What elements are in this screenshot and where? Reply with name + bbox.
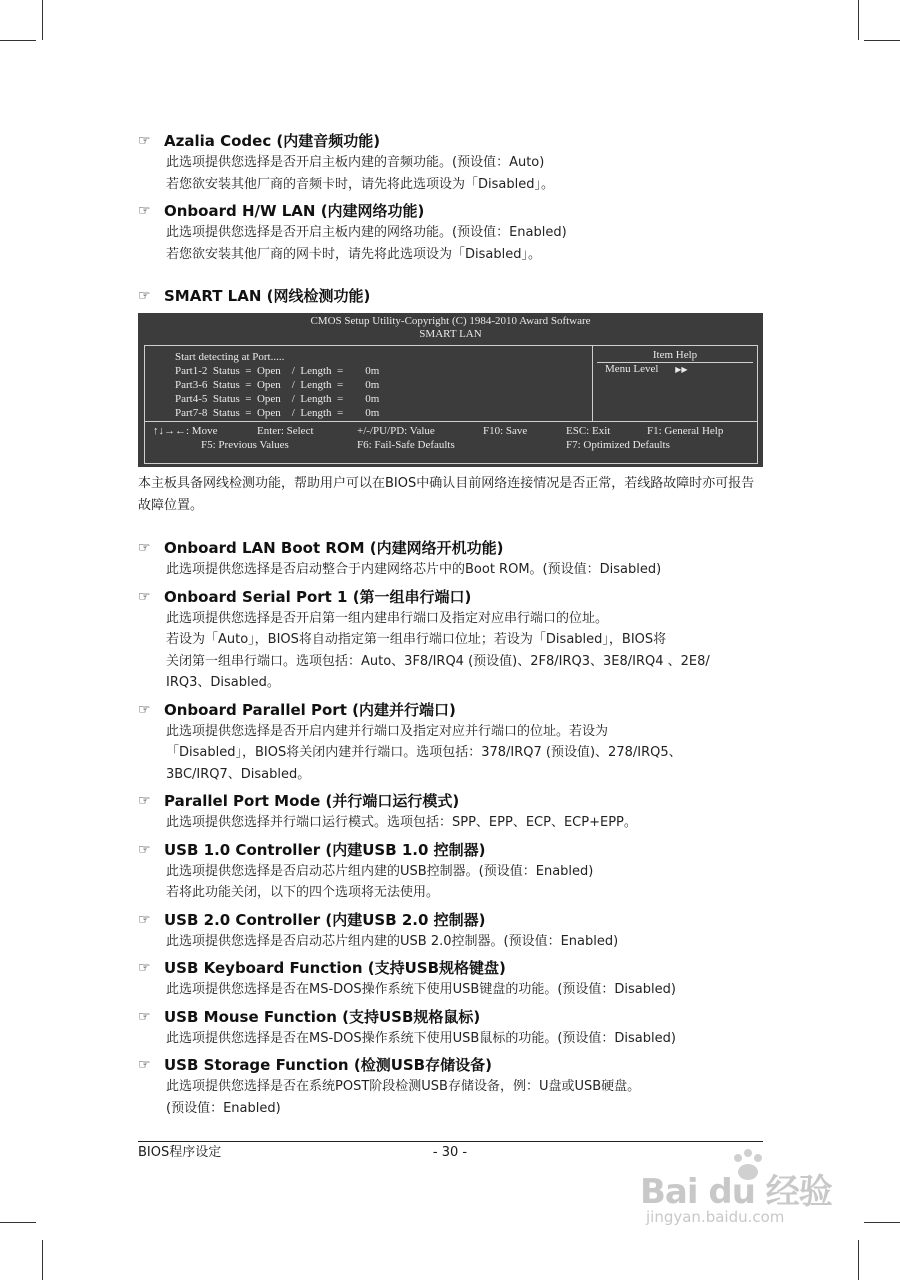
section-description [138, 979, 763, 1001]
description-line: 此选项提供您选择是否开启第一组内建串行端口及指定对应串行端口的位址。 [166, 610, 609, 626]
menu-level [605, 362, 688, 377]
hand-pointer-icon: ☞ [138, 911, 151, 928]
description-line: 3BC/IRQ7、Disabled。 [166, 766, 311, 782]
key-value: +/-/PU/PD: Value [357, 425, 435, 437]
crop-mark [858, 0, 859, 40]
bios-status-line: Start detecting at Port..... [175, 351, 285, 363]
section-heading [138, 1054, 763, 1076]
key-help: F1: General Help [647, 425, 724, 437]
section-heading [138, 839, 763, 861]
bios-copyright: CMOS Setup Utility-Copyright (C) 1984-2010 Award Software [310, 315, 591, 327]
description-line: 此选项提供您选择是否启动芯片组内建的USB 2.0控制器。(预设值：Enabled) [166, 933, 619, 949]
hand-pointer-icon: ☞ [138, 960, 151, 976]
hand-pointer-icon: ☞ [138, 588, 151, 605]
heading-text: USB Keyboard Function (支持USB规格键盘) [164, 959, 506, 977]
key-previous: F5: Previous Values [201, 439, 289, 451]
crop-mark [0, 1222, 36, 1223]
watermark-brand: Bai du 经验 [640, 1172, 832, 1212]
heading-text: USB Storage Function (检测USB存储设备) [164, 1056, 492, 1074]
double-arrow-icon: ▶▶ [675, 365, 688, 374]
crop-mark [0, 40, 36, 41]
heading-text: Onboard LAN Boot ROM (内建网络开机功能) [164, 539, 504, 557]
section-description [138, 152, 763, 195]
description-line: 「Disabled」，BIOS将关闭内建并行端口。选项包括：378/IRQ7 (预设值)、278/IRQ5、 [166, 745, 682, 760]
page-number: - 30 - [432, 1145, 468, 1160]
description-line: 此选项提供您选择是否开启主板内建的音频功能。(预设值：Auto) [166, 155, 545, 170]
heading-text: SMART LAN (网线检测功能) [164, 287, 371, 305]
bios-status-line: Part7-8 Status = Open / Length = 0m [175, 407, 380, 419]
section-heading [138, 699, 763, 721]
heading-text: Onboard Serial Port 1 (第一组串行端口) [164, 587, 472, 606]
description-line: 若设为「Auto」，BIOS将自动指定第一组串行端口位址；若设为「Disabled」，BIOS将 [166, 632, 667, 647]
description-line: 此选项提供您选择并行端口运行模式。选项包括：SPP、EPP、ECP、ECP+EPP。 [166, 815, 637, 830]
bios-title [138, 313, 763, 341]
heading-text: Parallel Port Mode (并行端口运行模式) [164, 792, 460, 810]
crop-mark [42, 1240, 43, 1280]
hand-pointer-icon: ☞ [138, 540, 151, 556]
key-optimized: F7: Optimized Defaults [566, 439, 670, 451]
section-heading [138, 586, 763, 608]
hand-pointer-icon: ☞ [138, 203, 151, 219]
item-help-title: Item Help [597, 348, 753, 363]
section-description [138, 1076, 763, 1119]
description-line: 此选项提供您选择是否启动整合于内建网络芯片中的Boot ROM。(预设值：Disabled) [166, 562, 662, 577]
description-line: 若您欲安装其他厂商的网卡时，请先将此选项设为「Disabled」。 [166, 246, 541, 262]
description-line: 若您欲安装其他厂商的音频卡时，请先将此选项设为「Disabled」。 [166, 176, 554, 192]
smart-lan-description: 本主板具备网线检测功能，帮助用户可以在BIOS中确认目前网络连接情况是否正常，若线路故障时亦可报告故障位置。 [138, 476, 755, 513]
section-heading [138, 1006, 763, 1028]
bios-divider [145, 421, 757, 422]
bios-status-line: Part1-2 Status = Open / Length = 0m [175, 365, 380, 377]
bios-screenshot [138, 313, 763, 467]
heading-text: USB 2.0 Controller (内建USB 2.0 控制器) [164, 910, 486, 929]
hand-pointer-icon: ☞ [138, 288, 151, 304]
bios-status-panel [145, 346, 593, 421]
bios-frame [144, 345, 758, 464]
section-heading [138, 130, 763, 152]
bios-status-line: Part3-6 Status = Open / Length = 0m [175, 379, 380, 391]
bios-page-title: SMART LAN [419, 328, 482, 340]
section-description [138, 931, 763, 953]
description-line: IRQ3、Disabled。 [166, 675, 280, 690]
key-move: ↑↓→←: Move [153, 425, 218, 437]
section-description [138, 1028, 763, 1050]
key-exit: ESC: Exit [566, 425, 611, 437]
section-description [138, 812, 763, 834]
section-description [138, 222, 763, 265]
description-line: (预设值：Enabled) [166, 1100, 281, 1116]
heading-text: Azalia Codec (内建音频功能) [164, 132, 381, 150]
crop-mark [864, 1222, 900, 1223]
section-heading [138, 909, 763, 931]
section-heading [138, 957, 763, 979]
crop-mark [864, 40, 900, 41]
section-heading [138, 537, 763, 559]
hand-pointer-icon: ☞ [138, 841, 151, 858]
hand-pointer-icon: ☞ [138, 1008, 151, 1025]
description-line: 若将此功能关闭，以下的四个选项将无法使用。 [166, 885, 440, 900]
description-line: 此选项提供您选择是否在系统POST阶段检测USB存储设备，例：U盘或USB硬盘。 [166, 1079, 641, 1094]
description-line: 此选项提供您选择是否开启内建并行端口及指定对应并行端口的位址。若设为 [166, 723, 609, 739]
description-line: 此选项提供您选择是否在MS-DOS操作系统下使用USB键盘的功能。(预设值：Disabled) [166, 982, 676, 997]
bottom-sections [138, 537, 763, 1119]
key-failsafe: F6: Fail-Safe Defaults [357, 439, 455, 451]
section-heading [138, 200, 763, 222]
footer-divider [138, 1141, 763, 1142]
menu-level-label: Menu Level [605, 363, 659, 375]
crop-mark [42, 0, 43, 40]
page-content [138, 130, 763, 1119]
key-save: F10: Save [483, 425, 528, 437]
bios-status-lines [175, 350, 379, 420]
section-description [138, 608, 763, 694]
bios-status-line: Part4-5 Status = Open / Length = 0m [175, 393, 380, 405]
key-enter: Enter: Select [257, 425, 314, 437]
heading-text: USB 1.0 Controller (内建USB 1.0 控制器) [164, 840, 486, 859]
heading-text: USB Mouse Function (支持USB规格鼠标) [164, 1007, 481, 1026]
bios-help-panel [593, 346, 757, 421]
description-line: 此选项提供您选择是否启动芯片组内建的USB控制器。(预设值：Enabled) [166, 863, 594, 879]
heading-text: Onboard H/W LAN (内建网络功能) [164, 202, 425, 220]
top-sections [138, 130, 763, 265]
crop-mark [858, 1240, 859, 1280]
hand-pointer-icon: ☞ [138, 701, 151, 718]
hand-pointer-icon: ☞ [138, 133, 151, 149]
description-line: 关闭第一组串行端口。选项包括：Auto、3F8/IRQ4 (预设值)、2F8/IRQ3、3E8/IRQ4 、2E8/ [166, 653, 710, 669]
heading-text: Onboard Parallel Port (内建并行端口) [164, 700, 456, 719]
section-description [138, 721, 763, 786]
description-line: 此选项提供您选择是否在MS-DOS操作系统下使用USB鼠标的功能。(预设值：Disabled) [166, 1030, 676, 1046]
section-description [138, 559, 763, 581]
description-line: 此选项提供您选择是否开启主板内建的网络功能。(预设值：Enabled) [166, 225, 567, 240]
watermark [640, 1148, 850, 1228]
section-heading [138, 790, 763, 812]
footer-chapter-title: BIOS程序设定 [138, 1145, 222, 1160]
watermark-site: jingyan.baidu.com [646, 1208, 785, 1226]
section-description [138, 861, 763, 904]
hand-pointer-icon: ☞ [138, 1057, 151, 1073]
hand-pointer-icon: ☞ [138, 793, 151, 809]
section-heading-smart-lan [138, 285, 763, 307]
